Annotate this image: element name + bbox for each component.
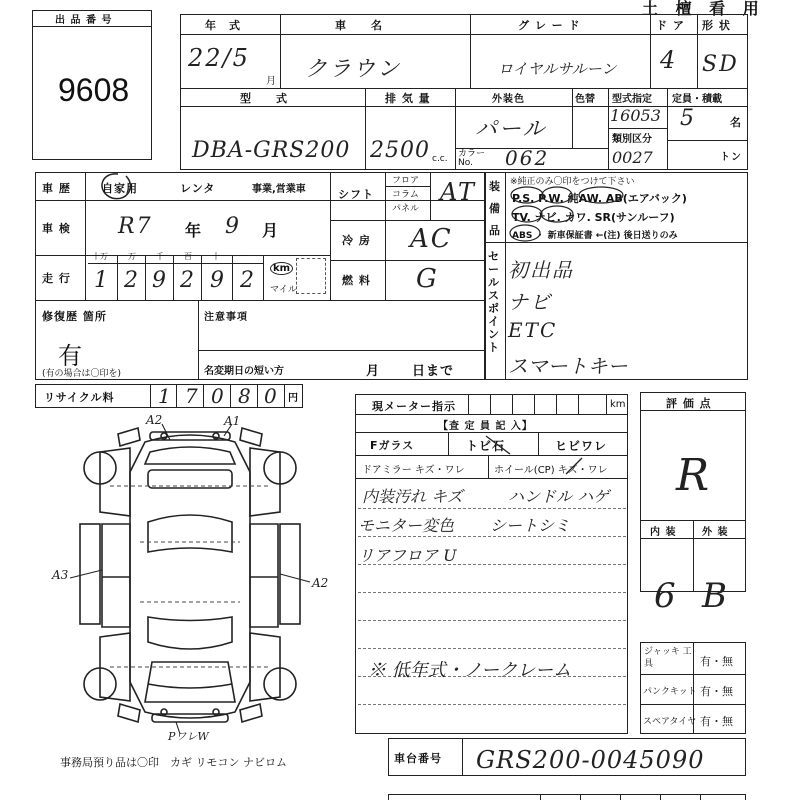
recycle-label: リサイクル料 bbox=[44, 391, 115, 404]
name-change-month: 月 bbox=[366, 364, 381, 379]
bottom-box bbox=[388, 794, 746, 800]
meter-unit: km bbox=[610, 399, 626, 410]
shift-option-panel: パネル bbox=[392, 204, 420, 214]
name-change-day: 日まで bbox=[412, 364, 455, 379]
meter-label: 現メーター指示 bbox=[372, 400, 456, 413]
mileage-digit-6: 2 bbox=[240, 268, 256, 293]
damage-mark-left-side: A3 bbox=[52, 568, 69, 582]
sales-point-3: ETC bbox=[508, 318, 558, 342]
equipment-row-2: TV. ナビ. カワ. SR(サンルーフ) bbox=[512, 211, 675, 224]
glass-stone: トビ石 bbox=[466, 439, 506, 453]
inspector-note-4: シートシミ bbox=[490, 516, 571, 535]
mileage-unit-10: 十 bbox=[212, 252, 220, 261]
equipment-label-3: 品 bbox=[489, 224, 501, 237]
tool-spare-tire-label: スペアタイヤ bbox=[643, 717, 697, 727]
mileage-mile: マイル bbox=[270, 285, 297, 295]
recycle-digit-5: 0 bbox=[264, 384, 279, 408]
inspection-year-label: 年 bbox=[185, 221, 203, 240]
ac-label: 冷 房 bbox=[342, 234, 371, 247]
type-spec-label: 型式指定 bbox=[612, 94, 652, 105]
mileage-unit-10k: 万 bbox=[128, 252, 136, 261]
year-value: 22/5 bbox=[188, 44, 250, 72]
capacity-label: 定員・積載 bbox=[672, 94, 722, 105]
sales-point-1: 初出品 bbox=[508, 258, 574, 282]
inspector-note-2: ハンドル ハゲ bbox=[508, 487, 610, 506]
grade-value: ロイヤルサルーン bbox=[498, 60, 617, 78]
glass-label: Fガラス bbox=[370, 439, 415, 452]
capacity-value: 5 bbox=[680, 106, 696, 131]
footer-note: 事務局預り品は〇印 カギ リモコン ナビロム bbox=[60, 756, 287, 769]
type-spec-value: 16053 bbox=[610, 106, 661, 125]
mirror-label: ドアミラー キズ・ワレ bbox=[362, 465, 465, 476]
fuel-value: G bbox=[416, 264, 439, 294]
car-name-value: クラウン bbox=[305, 57, 402, 82]
repair-note: (有の場合は〇印を) bbox=[42, 369, 122, 379]
category-label: 類別区分 bbox=[612, 134, 652, 145]
doors-label: ド ア bbox=[656, 19, 685, 32]
mileage-digit-4: 2 bbox=[180, 268, 196, 293]
mileage-digit-2: 2 bbox=[124, 268, 140, 293]
doors-value: 4 bbox=[660, 46, 678, 74]
exterior-color-value: パール bbox=[475, 117, 547, 142]
damage-mark-rear: PワレW bbox=[168, 730, 209, 743]
lot-number: 9608 bbox=[58, 72, 130, 108]
recycle-digit-1: 1 bbox=[158, 384, 173, 408]
chassis-label: 車台番号 bbox=[394, 752, 442, 765]
damage-mark-front-left: A2 bbox=[146, 413, 163, 427]
shift-label: シフト bbox=[338, 188, 374, 201]
displacement-value: 2500 bbox=[370, 138, 430, 163]
glass-crack: ヒビワレ bbox=[555, 439, 608, 453]
car-name-label: 車 名 bbox=[335, 19, 383, 32]
fuel-label: 燃 料 bbox=[342, 274, 371, 287]
mileage-unit-100k: 十万 bbox=[92, 252, 108, 261]
score-value: R bbox=[676, 450, 712, 501]
year-label: 年 式 bbox=[205, 19, 241, 32]
shift-value: AT bbox=[440, 178, 477, 206]
mileage-unit-1k: 千 bbox=[156, 252, 164, 261]
inspector-note-1: 内装汚れ キズ bbox=[362, 487, 463, 506]
tool-spare-tire-value: 有・無 bbox=[700, 715, 733, 728]
mileage-check-box bbox=[296, 258, 326, 294]
form-value: SD bbox=[702, 52, 739, 77]
repair-value: 有 bbox=[58, 342, 83, 370]
tool-puncture-kit-value: 有・無 bbox=[700, 685, 733, 698]
inspector-note-6: ※ 低年式・ノークレーム bbox=[368, 660, 572, 681]
inspection-month-value: 9 bbox=[225, 214, 241, 239]
shift-option-floor: フロア bbox=[392, 176, 420, 186]
capacity-unit: 名 bbox=[730, 116, 742, 129]
inspector-title: 【査 定 員 記 入】 bbox=[438, 421, 533, 432]
category-value: 0027 bbox=[612, 148, 653, 167]
damage-mark-right-side: A2 bbox=[312, 576, 329, 590]
mileage-unit-100: 百 bbox=[184, 252, 192, 261]
inspector-note-5: リアフロア U bbox=[358, 546, 457, 565]
inspection-label: 車 検 bbox=[42, 222, 71, 235]
repair-label: 修復歴 箇所 bbox=[42, 310, 107, 323]
interior-score: 6 bbox=[654, 576, 678, 616]
tool-puncture-kit-label: パンクキット bbox=[643, 687, 697, 697]
tool-jack-value: 有・無 bbox=[700, 655, 733, 668]
mileage-unit-1: 一 bbox=[240, 252, 248, 261]
recycle-digit-2: 7 bbox=[185, 384, 200, 408]
color-change-label: 色替 bbox=[575, 94, 595, 105]
interior-label: 内 装 bbox=[650, 527, 677, 538]
sales-point-2: ナビ bbox=[508, 290, 552, 314]
history-option-rental: レンタ bbox=[180, 182, 216, 195]
equipment-row-3: ABS ・ 新車保証書 ←(注) 後日送りのみ bbox=[512, 231, 678, 241]
recycle-digit-4: 8 bbox=[238, 384, 253, 408]
shift-option-column: コラム bbox=[392, 190, 419, 200]
displacement-unit: c.c. bbox=[432, 154, 448, 164]
form-label: 形 状 bbox=[702, 19, 731, 32]
displacement-label: 排 気 量 bbox=[385, 92, 431, 105]
equipment-row-1: P.S. P.W. 純AW. AB(エアバック) bbox=[512, 192, 687, 205]
sales-point-4: スマートキー bbox=[508, 354, 628, 378]
chassis-number: GRS200-0045090 bbox=[476, 746, 705, 774]
recycle-digit-3: 0 bbox=[211, 384, 226, 408]
wheel-strike-mark bbox=[560, 454, 590, 480]
history-option-private: 自家用 bbox=[102, 182, 138, 195]
mileage-digit-1: 1 bbox=[94, 268, 110, 293]
equipment-label-1: 装 bbox=[489, 180, 501, 193]
grade-label: グ レ ー ド bbox=[518, 19, 581, 32]
car-damage-diagram bbox=[40, 412, 340, 752]
history-circle-mark bbox=[88, 168, 138, 202]
color-no-label: カラー No. bbox=[458, 149, 486, 168]
history-label: 車 歴 bbox=[42, 182, 71, 195]
mileage-digit-3: 9 bbox=[152, 268, 168, 293]
damage-mark-front-right: A1 bbox=[224, 414, 241, 428]
exterior-score: B bbox=[702, 576, 729, 616]
inspection-value: R7 bbox=[118, 214, 153, 239]
exterior-color-label: 外装色 bbox=[492, 94, 525, 105]
history-option-business: 事業,営業車 bbox=[252, 184, 306, 195]
color-no-value: 062 bbox=[505, 146, 550, 170]
ac-value: AC bbox=[410, 224, 453, 254]
stone-circle-mark bbox=[480, 430, 520, 458]
recycle-unit: 円 bbox=[288, 393, 298, 404]
year-suffix: 月 bbox=[266, 76, 276, 87]
model-value: DBA-GRS200 bbox=[192, 138, 351, 163]
model-label: 型 式 bbox=[240, 92, 288, 105]
mileage-label: 走 行 bbox=[42, 272, 71, 285]
equipment-circle-marks bbox=[505, 184, 745, 244]
score-label: 評 価 点 bbox=[666, 397, 712, 410]
equipment-note: ※純正のみ〇印をつけて下さい bbox=[510, 177, 635, 187]
inspection-month-label: 月 bbox=[262, 221, 280, 240]
notes-label: 注意事項 bbox=[204, 312, 248, 323]
name-change-label: 名変期日の短い方 bbox=[204, 366, 284, 377]
load-unit: トン bbox=[720, 152, 742, 163]
wheel-label: ホイール(CP) キズ・ワレ bbox=[494, 465, 608, 476]
sales-points-label: セールスポイント bbox=[488, 250, 499, 354]
mileage-digit-5: 9 bbox=[210, 268, 226, 293]
inspector-note-3: モニター変色 bbox=[358, 516, 455, 535]
lot-number-label: 出 品 番 号 bbox=[55, 15, 113, 26]
exterior-label: 外 装 bbox=[702, 527, 729, 538]
equipment-label-2: 備 bbox=[489, 202, 501, 215]
mileage-km: km bbox=[270, 262, 293, 275]
form-title: 土 檀 看 用 bbox=[642, 0, 765, 18]
tool-jack-label: ジャッキ 工 具 bbox=[644, 647, 692, 669]
